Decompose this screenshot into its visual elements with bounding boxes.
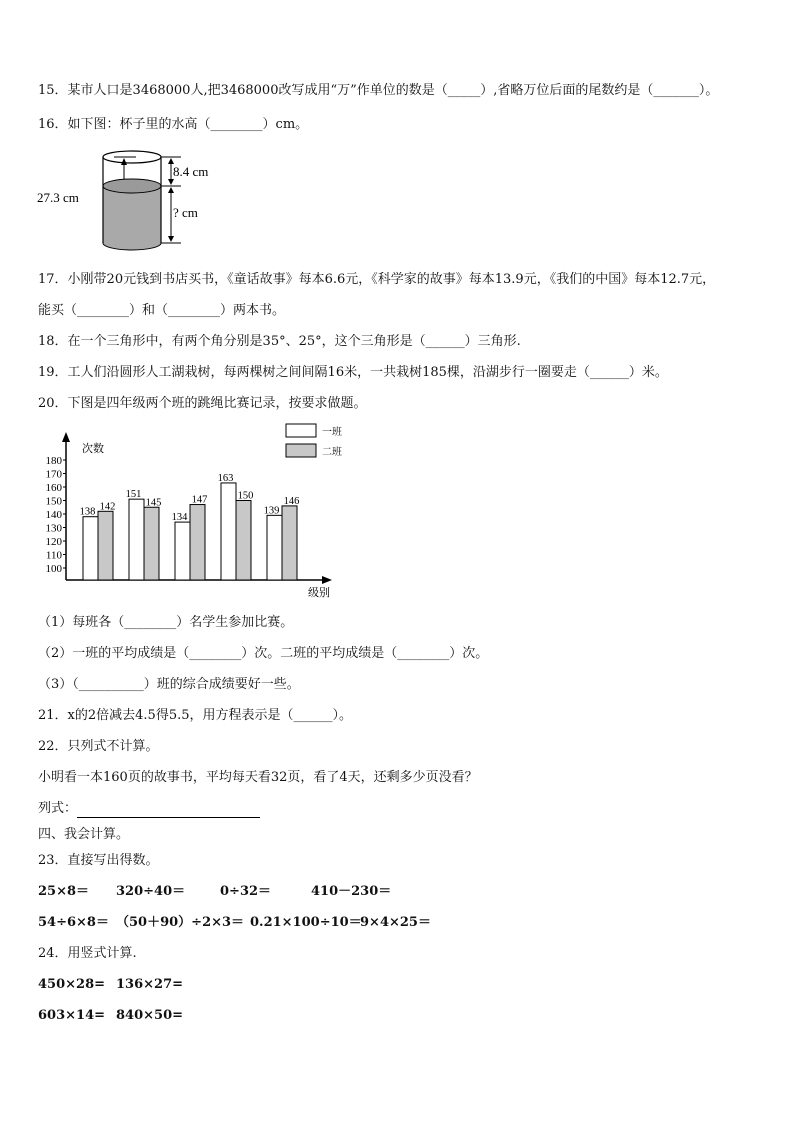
question-23: 23．直接写出得数。 bbox=[38, 853, 159, 868]
vertical-calc-4: 840×50= bbox=[116, 1008, 184, 1023]
cup-figure bbox=[36, 150, 236, 254]
formula-label: 列式： bbox=[38, 801, 78, 816]
legend-swatch bbox=[286, 424, 316, 437]
calc-5: 54÷6×8＝ bbox=[38, 915, 109, 930]
x-axis-title: 级别 bbox=[308, 587, 330, 599]
y-tick-label: 160 bbox=[45, 482, 62, 494]
question-20-3: （3）（__________）班的综合成绩要好一些。 bbox=[38, 677, 300, 692]
bar-value-label: 150 bbox=[237, 490, 254, 502]
bar bbox=[282, 506, 297, 580]
question-17-line2: 能买（________）和（________）两本书。 bbox=[38, 303, 286, 318]
y-tick-label: 170 bbox=[45, 468, 62, 481]
bar bbox=[144, 507, 159, 580]
bar bbox=[175, 522, 190, 580]
bar-value-label: 163 bbox=[217, 472, 234, 484]
section-4-heading: 四、我会计算。 bbox=[38, 827, 130, 842]
question-22-label bbox=[38, 800, 260, 818]
bar-value-label: 147 bbox=[191, 494, 208, 506]
jump-rope-chart bbox=[36, 420, 342, 602]
question-22: 22．只列式不计算。 bbox=[38, 739, 159, 754]
legend-label: 一班 bbox=[322, 427, 342, 438]
bar bbox=[236, 501, 251, 581]
question-20-2: （2）一班的平均成绩是（________）次。二班的平均成绩是（________）次。 bbox=[38, 646, 489, 661]
calc-3: 0÷32＝ bbox=[220, 884, 272, 899]
y-tick-label: 150 bbox=[45, 495, 62, 508]
question-17-line1: 17．小刚带20元钱到书店买书，《童话故事》每本6.6元，《科学家的故事》每本13.9元，《我们的中国》每本12.7元， bbox=[38, 272, 716, 287]
bar bbox=[129, 499, 144, 580]
bar bbox=[98, 511, 113, 580]
question-20-1: （1）每班各（________）名学生参加比赛。 bbox=[38, 615, 294, 630]
question-19: 19．工人们沿圆形人工湖栽树，每两棵树之间间隔16米，一共栽树185棵，沿湖步行一圈要走（______）米。 bbox=[38, 365, 668, 380]
calc-8: 9×4×25＝ bbox=[360, 915, 431, 930]
y-axis-title: 次数 bbox=[82, 443, 104, 455]
bar bbox=[267, 515, 282, 580]
cup-top-label: 8.4 cm bbox=[173, 164, 209, 179]
bar-value-label: 142 bbox=[99, 501, 116, 513]
question-21: 21．x的2倍减去4.5得5.5，用方程表示是（______）。 bbox=[38, 708, 352, 723]
y-axis-arrow bbox=[62, 432, 70, 442]
x-axis-arrow bbox=[322, 576, 332, 584]
question-24: 24．用竖式计算. bbox=[38, 946, 137, 961]
cup-total-label: 27.3 cm bbox=[37, 190, 79, 205]
bar-value-label: 138 bbox=[79, 506, 96, 518]
calc-1: 25×8＝ bbox=[38, 884, 90, 899]
y-tick-label: 120 bbox=[45, 536, 62, 548]
question-20: 20．下图是四年级两个班的跳绳比赛记录，按要求做题。 bbox=[38, 396, 367, 411]
question-15: 15．某市人口是3468000人,把3468000改写成用“万”作单位的数是（_____）,省略万位后面的尾数约是（_______）。 bbox=[38, 83, 719, 98]
bar bbox=[221, 483, 236, 580]
bar-value-label: 145 bbox=[145, 497, 162, 509]
legend-swatch bbox=[286, 444, 316, 457]
y-tick-label: 180 bbox=[45, 455, 62, 467]
y-tick-label: 130 bbox=[45, 522, 62, 535]
legend-label: 二班 bbox=[322, 447, 342, 458]
formula-answer-line[interactable] bbox=[77, 803, 260, 818]
cup-water-label: ? cm bbox=[173, 205, 198, 220]
bar-value-label: 139 bbox=[263, 505, 280, 517]
y-tick-label: 100 bbox=[45, 563, 62, 575]
bar bbox=[83, 517, 98, 580]
question-22-text: 小明看一本160页的故事书，平均每天看32页，看了4天，还剩多少页没看？ bbox=[38, 770, 478, 785]
bar-value-label: 151 bbox=[125, 489, 142, 501]
calc-6: （50＋90）÷2×3＝ bbox=[116, 915, 245, 930]
calc-7: 0.21×100÷10＝ bbox=[250, 915, 362, 930]
vertical-calc-2: 136×27= bbox=[116, 977, 184, 992]
calc-4: 410－230＝ bbox=[311, 884, 392, 899]
question-18: 18．在一个三角形中，有两个角分别是35°、25°，这个三角形是（______）三角形. bbox=[38, 334, 521, 349]
vertical-calc-1: 450×28= bbox=[38, 977, 106, 992]
bar-value-label: 146 bbox=[283, 495, 300, 507]
y-tick-label: 110 bbox=[45, 549, 62, 562]
vertical-calc-3: 603×14= bbox=[38, 1008, 106, 1023]
calc-2: 320÷40＝ bbox=[116, 884, 186, 899]
bar-value-label: 134 bbox=[171, 512, 188, 524]
bar bbox=[190, 505, 205, 580]
y-tick-label: 140 bbox=[45, 509, 62, 521]
question-16: 16．如下图：杯子里的水高（________）cm。 bbox=[38, 117, 309, 132]
